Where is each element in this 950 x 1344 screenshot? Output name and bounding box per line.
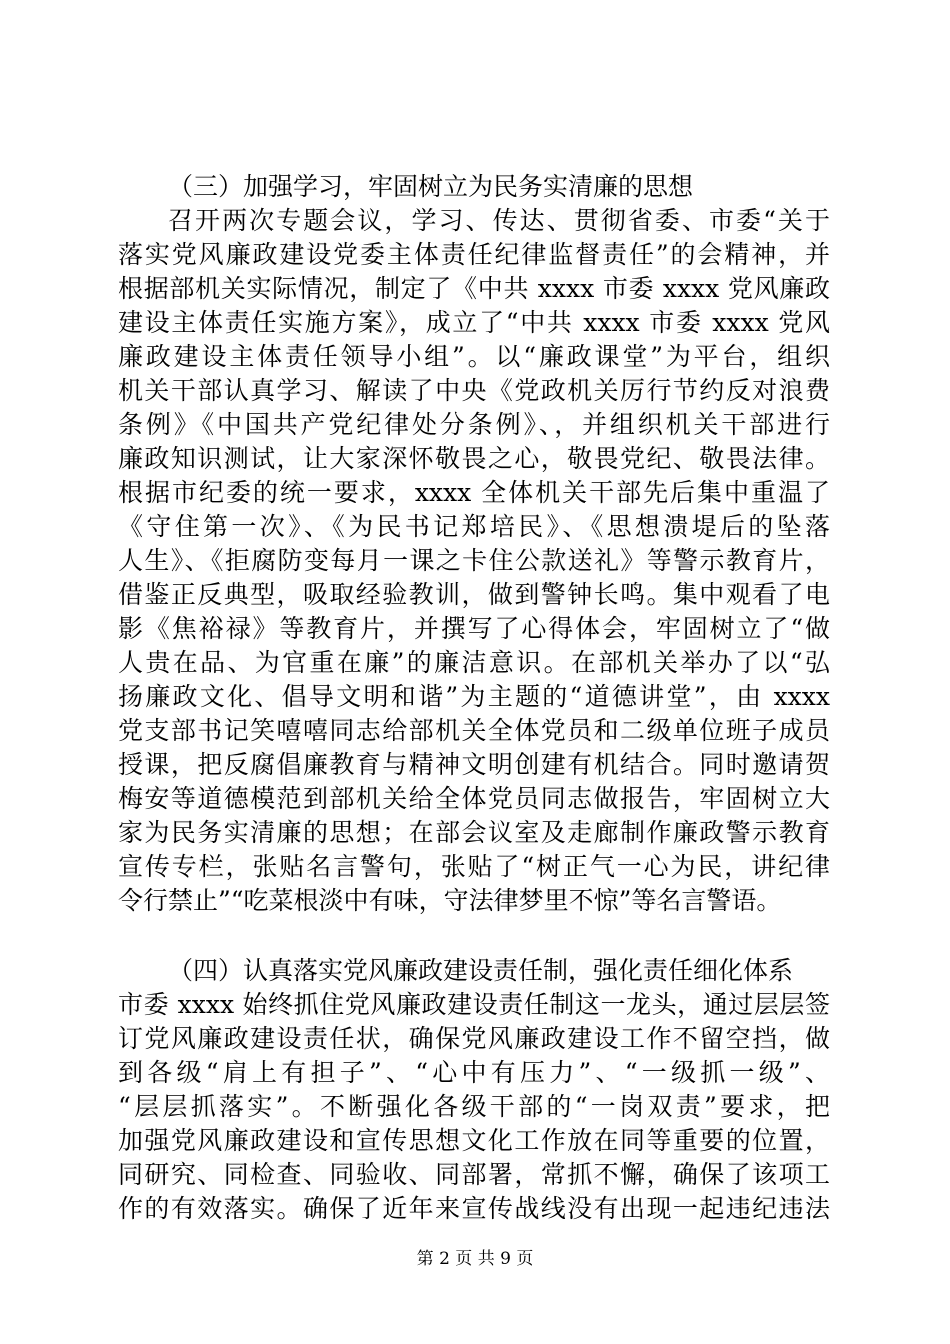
paragraph-line: 家为民务实清廉的思想；在部会议室及走廊制作廉政警示教育: [118, 818, 830, 847]
paragraph-line: 人生》、《拒腐防变每月一课之卡住公款送礼》等警示教育片，: [118, 546, 830, 575]
paragraph-line: 影《焦裕禄》等教育片，并撰写了心得体会，牢固树立了“做: [118, 614, 830, 643]
paragraph-line: 借鉴正反典型，吸取经验教训，做到警钟长鸣。集中观看了电: [118, 580, 830, 609]
paragraph-line: 根据部机关实际情况，制定了《中共 xxxx 市委 xxxx 党风廉政: [118, 274, 830, 303]
paragraph-line: 梅安等道德模范到部机关给全体党员同志做报告，牢固树立大: [118, 784, 830, 813]
section-heading-3: （三）加强学习，牢固树立为民务实清廉的思想: [168, 172, 694, 201]
paragraph-line: 根据市纪委的统一要求，xxxx 全体机关干部先后集中重温了: [118, 478, 830, 507]
paragraph-line: 廉政知识测试，让大家深怀敬畏之心，敬畏党纪、敬畏法律。: [118, 444, 830, 473]
paragraph-line: 市委 xxxx 始终抓住党风廉政建设责任制这一龙头，通过层层签: [118, 990, 830, 1019]
paragraph-line: 宣传专栏，张贴名言警句，张贴了“树正气一心为民，讲纪律: [118, 852, 830, 881]
paragraph-line: 廉政建设主体责任领导小组”。以“廉政课堂”为平台，组织: [118, 342, 830, 371]
paragraph-line: 落实党风廉政建设党委主体责任纪律监督责任”的会精神，并: [118, 240, 830, 269]
paragraph-line: 党支部书记笑嘻嘻同志给部机关全体党员和二级单位班子成员: [118, 716, 830, 745]
paragraph-line: 授课，把反腐倡廉教育与精神文明创建有机结合。同时邀请贺: [118, 750, 830, 779]
paragraph-line: 扬廉政文化、倡导文明和谐”为主题的“道德讲堂”，由 xxxx: [118, 682, 830, 711]
paragraph-line: 同研究、同检查、同验收、同部署，常抓不懈，确保了该项工: [118, 1160, 830, 1189]
paragraph-line: 人贵在品、为官重在廉”的廉洁意识。在部机关举办了以“弘: [118, 648, 830, 677]
paragraph-line: 条例》《中国共产党纪律处分条例》、，并组织机关干部进行: [118, 410, 830, 439]
paragraph-line: 订党风廉政建设责任状，确保党风廉政建设工作不留空挡，做: [118, 1024, 830, 1053]
paragraph-line: 到各级“肩上有担子”、“心中有压力”、“一级抓一级”、: [118, 1058, 830, 1087]
paragraph-line: 《守住第一次》、《为民书记郑培民》、《思想溃堤后的坠落: [118, 512, 830, 541]
paragraph-line: 机关干部认真学习、解读了中央《党政机关厉行节约反对浪费: [118, 376, 830, 405]
section-heading-4: （四）认真落实党风廉政建设责任制，强化责任细化体系: [168, 956, 794, 985]
paragraph-line: 建设主体责任实施方案》，成立了“中共 xxxx 市委 xxxx 党风: [118, 308, 830, 337]
paragraph-line: 加强党风廉政建设和宣传思想文化工作放在同等重要的位置，: [118, 1126, 830, 1155]
paragraph-line: “层层抓落实”。不断强化各级干部的“一岗双责”要求，把: [118, 1092, 830, 1121]
paragraph-line: 召开两次专题会议，学习、传达、贯彻省委、市委“关于: [168, 206, 830, 235]
page-footer: 第 2 页 共 9 页: [416, 1249, 534, 1269]
paragraph-line: 作的有效落实。确保了近年来宣传战线没有出现一起违纪违法: [118, 1194, 830, 1223]
paragraph-line: 令行禁止”“吃菜根淡中有味，守法律梦里不惊”等名言警语。: [118, 886, 782, 915]
